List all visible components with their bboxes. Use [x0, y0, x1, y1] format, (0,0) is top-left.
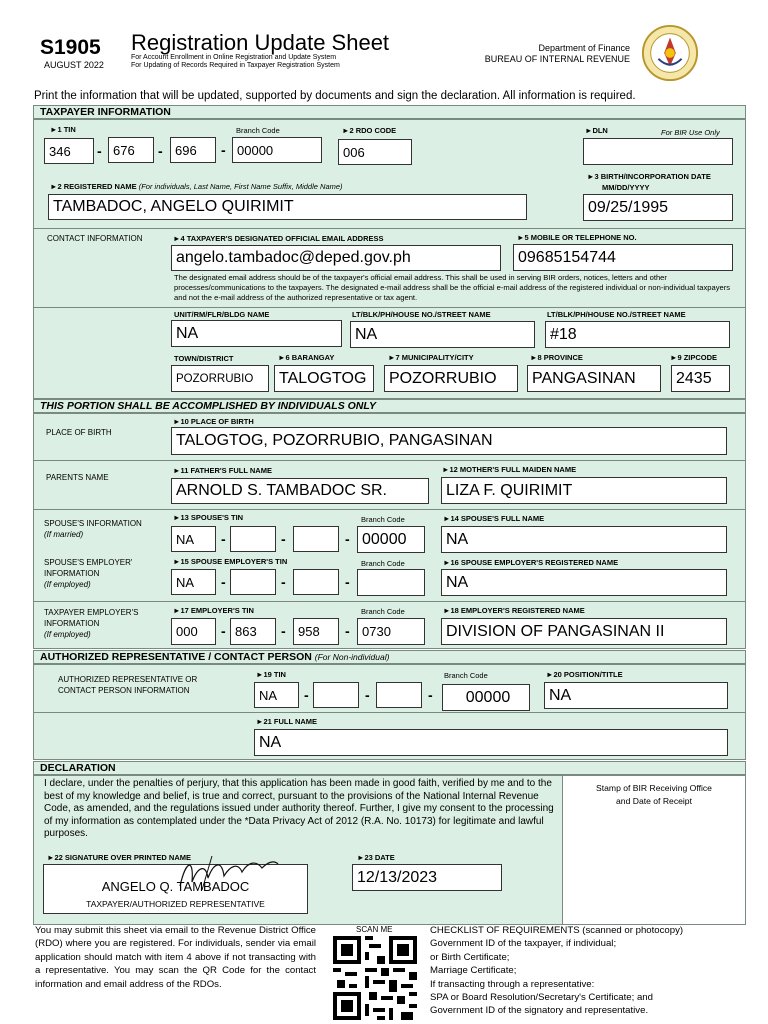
bureau-name: BUREAU OF INTERNAL REVENUE [484, 54, 630, 64]
tin-dash: - [221, 574, 226, 590]
form-date: AUGUST 2022 [44, 60, 104, 70]
tin-dash: - [221, 531, 226, 547]
tin-dash: - [97, 143, 102, 159]
dln-label: ►DLN [585, 126, 608, 135]
tin-dash: - [221, 142, 226, 158]
unit-input[interactable]: NA [171, 320, 342, 347]
employer-side-title: TAXPAYER EMPLOYER'S [44, 608, 139, 617]
rep-tin-part-2[interactable] [313, 682, 359, 708]
phone-input[interactable]: 09685154744 [513, 244, 733, 271]
date-label: ►23 DATE [357, 853, 395, 862]
row-divider [33, 509, 746, 510]
individual-section-header: THIS PORTION SHALL BE ACCOMPLISHED BY INDIVIDUALS ONLY [33, 399, 746, 413]
province-input[interactable]: PANGASINAN [527, 365, 661, 392]
stamp-label-line-2: and Date of Receipt [616, 796, 692, 806]
employer-side-note: (If employed) [44, 630, 91, 639]
signer-name: ANGELO Q. TAMBADOC [101, 879, 250, 894]
spouse-tin-part-3[interactable] [293, 526, 339, 552]
employer-branch-label: Branch Code [361, 607, 405, 616]
spouse-employer-tin-label: ►15 SPOUSE EMPLOYER'S TIN [173, 557, 288, 566]
row-divider [33, 460, 746, 461]
form-subtitle [131, 54, 340, 70]
bir-seal-logo [641, 24, 699, 82]
spouse-employer-name-input[interactable]: NA [441, 569, 727, 596]
representative-side-line-2: CONTACT PERSON INFORMATION [58, 686, 190, 695]
spouse-side-label [44, 518, 142, 540]
spouse-tin-label: ►13 SPOUSE'S TIN [173, 513, 244, 522]
checklist-item: If transacting through a representative: [430, 978, 595, 990]
rep-branch-input[interactable]: 00000 [442, 684, 530, 711]
email-input[interactable]: angelo.tambadoc@deped.gov.ph [171, 245, 501, 271]
tin-branch-code[interactable]: 00000 [232, 137, 322, 163]
tin-dash: - [221, 623, 226, 639]
date-input[interactable]: 12/13/2023 [352, 864, 502, 891]
instruction-text: Print the information that will be updated, supported by documents and sign the declaration. All information is required. [34, 90, 636, 102]
spouse-name-label: ►14 SPOUSE'S FULL NAME [443, 514, 545, 523]
tin-dash: - [281, 623, 286, 639]
form-title: Registration Update Sheet [131, 30, 390, 55]
agency-block [485, 43, 630, 65]
spouse-employer-side-title: SPOUSE'S EMPLOYER' [44, 558, 133, 567]
tin-dash: - [304, 687, 309, 703]
bir-use-note: For BIR Use Only [661, 128, 720, 137]
checklist-item: Government ID of the signatory and representative. [430, 1005, 649, 1017]
representative-section-header: AUTHORIZED REPRESENTATIVE / CONTACT PERSON (For Non-individual) [33, 650, 746, 664]
requirements-checklist [430, 924, 746, 1018]
taxpayer-section-header: TAXPAYER INFORMATION [33, 105, 746, 119]
town-label: TOWN/DISTRICT [174, 354, 234, 363]
father-label: ►11 FATHER'S FULL NAME [173, 466, 272, 475]
tin-dash: - [365, 687, 370, 703]
rep-name-input[interactable]: NA [254, 729, 728, 756]
municipality-input[interactable]: POZORRUBIO [384, 365, 518, 392]
checklist-item: Marriage Certificate; [430, 965, 517, 977]
spouse-branch-input[interactable]: 00000 [357, 526, 425, 553]
row-divider [33, 228, 746, 229]
rep-position-label: ►20 POSITION/TITLE [546, 670, 623, 679]
employer-branch-input[interactable]: 0730 [357, 618, 425, 645]
row-divider [33, 601, 746, 602]
row-divider [33, 712, 746, 713]
spouse-employer-side-note: (If employed) [44, 580, 91, 589]
birth-date-label: ►3 BIRTH/INCORPORATION DATE [587, 172, 711, 181]
department-name: Department of Finance [538, 43, 630, 53]
spouse-tin-part-2[interactable] [230, 526, 276, 552]
registered-name-input[interactable]: TAMBADOC, ANGELO QUIRIMIT [48, 194, 527, 220]
declaration-section-header: DECLARATION [33, 761, 746, 775]
mother-label: ►12 MOTHER'S FULL MAIDEN NAME [442, 465, 577, 474]
spouse-employer-branch-input[interactable] [357, 569, 425, 596]
employer-side-sub: INFORMATION [44, 619, 100, 628]
spouse-tin-part-1[interactable]: NA [171, 526, 216, 552]
spouse-employer-tin-part-2[interactable] [230, 569, 276, 595]
rep-position-input[interactable]: NA [544, 682, 728, 709]
parents-side-label: PARENTS NAME [46, 473, 109, 482]
checklist-item: SPA or Board Resolution/Secretary's Certificate; and [430, 992, 653, 1004]
rep-tin-label: ►19 TIN [256, 670, 286, 679]
employer-name-label: ►18 EMPLOYER'S REGISTERED NAME [443, 606, 585, 615]
subtitle-line-2: For Updating of Records Required in Taxpayer Registration System [131, 62, 340, 69]
stamp-label [566, 782, 742, 808]
checklist-item: CHECKLIST OF REQUIREMENTS (scanned or photocopy) [430, 925, 684, 936]
stamp-label-line-1: Stamp of BIR Receiving Office [596, 783, 712, 793]
tin-dash: - [345, 574, 350, 590]
province-label: ►8 PROVINCE [530, 353, 583, 362]
lot2-input[interactable]: #18 [545, 321, 730, 348]
spouse-employer-tin-part-3[interactable] [293, 569, 339, 595]
registered-name-hint: (For individuals, Last Name, First Name Suffix, Middle Name) [138, 182, 343, 191]
email-note: The designated email address should be of the taxpayer's official email address. This shall be used in serving BIR orders, notices, letters and other processes/communications to the taxpayers. The designated e-mail address shall be the official e-mail address of the registered individual or non-individual taxpayers and not the e-mail address of the authorized representative or tax agent. [174, 273, 731, 302]
lot-input[interactable]: NA [350, 321, 535, 348]
rep-tin-part-3[interactable] [376, 682, 422, 708]
tin-part-3[interactable]: 696 [170, 137, 216, 163]
employer-tin-part-2[interactable]: 863 [230, 618, 276, 645]
tin-dash: - [345, 623, 350, 639]
barangay-label: ►6 BARANGAY [278, 353, 335, 362]
place-of-birth-side-label: PLACE OF BIRTH [46, 428, 112, 437]
zipcode-input[interactable]: 2435 [671, 365, 730, 392]
spouse-employer-side-label [44, 557, 132, 590]
representative-side-line-1: AUTHORIZED REPRESENTATIVE OR [58, 675, 198, 684]
tin-dash: - [281, 531, 286, 547]
tin-dash: - [428, 687, 433, 703]
spouse-employer-tin-part-1[interactable]: NA [171, 569, 216, 595]
tin-part-1[interactable]: 346 [44, 138, 94, 164]
form-code: S1905 [40, 36, 101, 59]
spouse-branch-label: Branch Code [361, 515, 405, 524]
signature-label: ►22 SIGNATURE OVER PRINTED NAME [47, 853, 191, 862]
mother-input[interactable]: LIZA F. QUIRIMIT [441, 477, 727, 504]
checklist-item: Government ID of the taxpayer, if individual; [430, 938, 617, 950]
phone-label: ►5 MOBILE OR TELEPHONE NO. [517, 233, 637, 242]
checklist-item: or Birth Certificate; [430, 951, 510, 963]
employer-side-label [44, 607, 138, 640]
spouse-side-note: (If married) [44, 530, 84, 539]
spouse-name-input[interactable]: NA [441, 526, 727, 553]
lot-label: LT/BLK/PH/HOUSE NO./STREET NAME [352, 310, 491, 319]
rep-branch-label: Branch Code [444, 671, 488, 680]
spouse-employer-name-label: ►16 SPOUSE EMPLOYER'S REGISTERED NAME [443, 558, 619, 567]
birth-date-format: MM/DD/YYYY [602, 183, 650, 192]
tin-dash: - [345, 531, 350, 547]
declaration-text: I declare, under the penalties of perjury, that this application has been made in good faith, verified by me and to the best of my knowledge and belief, is true and correct, pursuant to the provisions of the National Internal Revenue Code, as amended, and the regulations issued under authority thereof. Further, I give my consent to the processing of my information as contemplated under the *Data Privacy Act of 2012 (R.A. No. 10173) for legitimate and lawful purposes. [44, 778, 554, 840]
rep-name-label: ►21 FULL NAME [256, 717, 318, 726]
place-of-birth-input[interactable]: TALOGTOG, POZORRUBIO, PANGASINAN [171, 427, 727, 455]
employer-name-input[interactable]: DIVISION OF PANGASINAN II [441, 618, 727, 645]
row-divider [33, 307, 746, 308]
scan-me-label: SCAN ME [356, 925, 393, 934]
spouse-employer-branch-label: Branch Code [361, 559, 405, 568]
municipality-label: ►7 MUNICIPALITY/CITY [388, 353, 474, 362]
email-label: ►4 TAXPAYER'S DESIGNATED OFFICIAL EMAIL ADDRESS [173, 234, 384, 243]
spouse-employer-side-sub: INFORMATION [44, 569, 100, 578]
registered-name-label: ►2 REGISTERED NAME (For individuals, Last Name, First Name Suffix, Middle Name) [50, 182, 343, 191]
town-input[interactable]: POZORRUBIO [171, 365, 269, 392]
birth-date-input[interactable]: 09/25/1995 [583, 194, 733, 221]
tin-dash: - [281, 574, 286, 590]
signer-role: TAXPAYER/AUTHORIZED REPRESENTATIVE [86, 899, 265, 909]
representative-side-label [58, 674, 197, 696]
tin-dash: - [158, 143, 163, 159]
lot2-label: LT/BLK/PH/HOUSE NO./STREET NAME [547, 310, 686, 319]
employer-tin-part-1[interactable]: 000 [171, 618, 216, 645]
branch-label: Branch Code [236, 126, 280, 135]
employer-tin-label: ►17 EMPLOYER'S TIN [173, 606, 254, 615]
rdo-code-input[interactable]: 006 [338, 139, 412, 165]
employer-tin-part-3[interactable]: 958 [293, 618, 339, 645]
contact-info-label: CONTACT INFORMATION [47, 234, 143, 243]
tin-label: ►1 TIN [50, 125, 76, 134]
unit-label: UNIT/RM/FLR/BLDG NAME [174, 310, 270, 319]
spouse-side-title: SPOUSE'S INFORMATION [44, 519, 142, 528]
place-of-birth-label: ►10 PLACE OF BIRTH [173, 417, 254, 426]
father-input[interactable]: ARNOLD S. TAMBADOC SR. [171, 478, 429, 504]
dln-input[interactable] [583, 138, 733, 165]
tin-part-2[interactable]: 676 [108, 137, 154, 163]
subtitle-line-1: For Account Enrollment in Online Registration and Update System [131, 54, 337, 61]
rdo-qr-code[interactable] [333, 936, 417, 1020]
representative-section-hint: (For Non-individual) [314, 652, 390, 662]
zipcode-label: ►9 ZIPCODE [670, 353, 718, 362]
barangay-input[interactable]: TALOGTOG [274, 365, 374, 392]
rdo-label: ►2 RDO CODE [342, 126, 397, 135]
submission-note: You may submit this sheet via email to the Revenue District Office (RDO) where you are registered. For individuals, sender via email application should match with item 4 above if not transacting with a representative. You may scan the QR Code for the contact information and email address of the RDOs. [35, 925, 316, 990]
rep-tin-part-1[interactable]: NA [254, 682, 299, 708]
